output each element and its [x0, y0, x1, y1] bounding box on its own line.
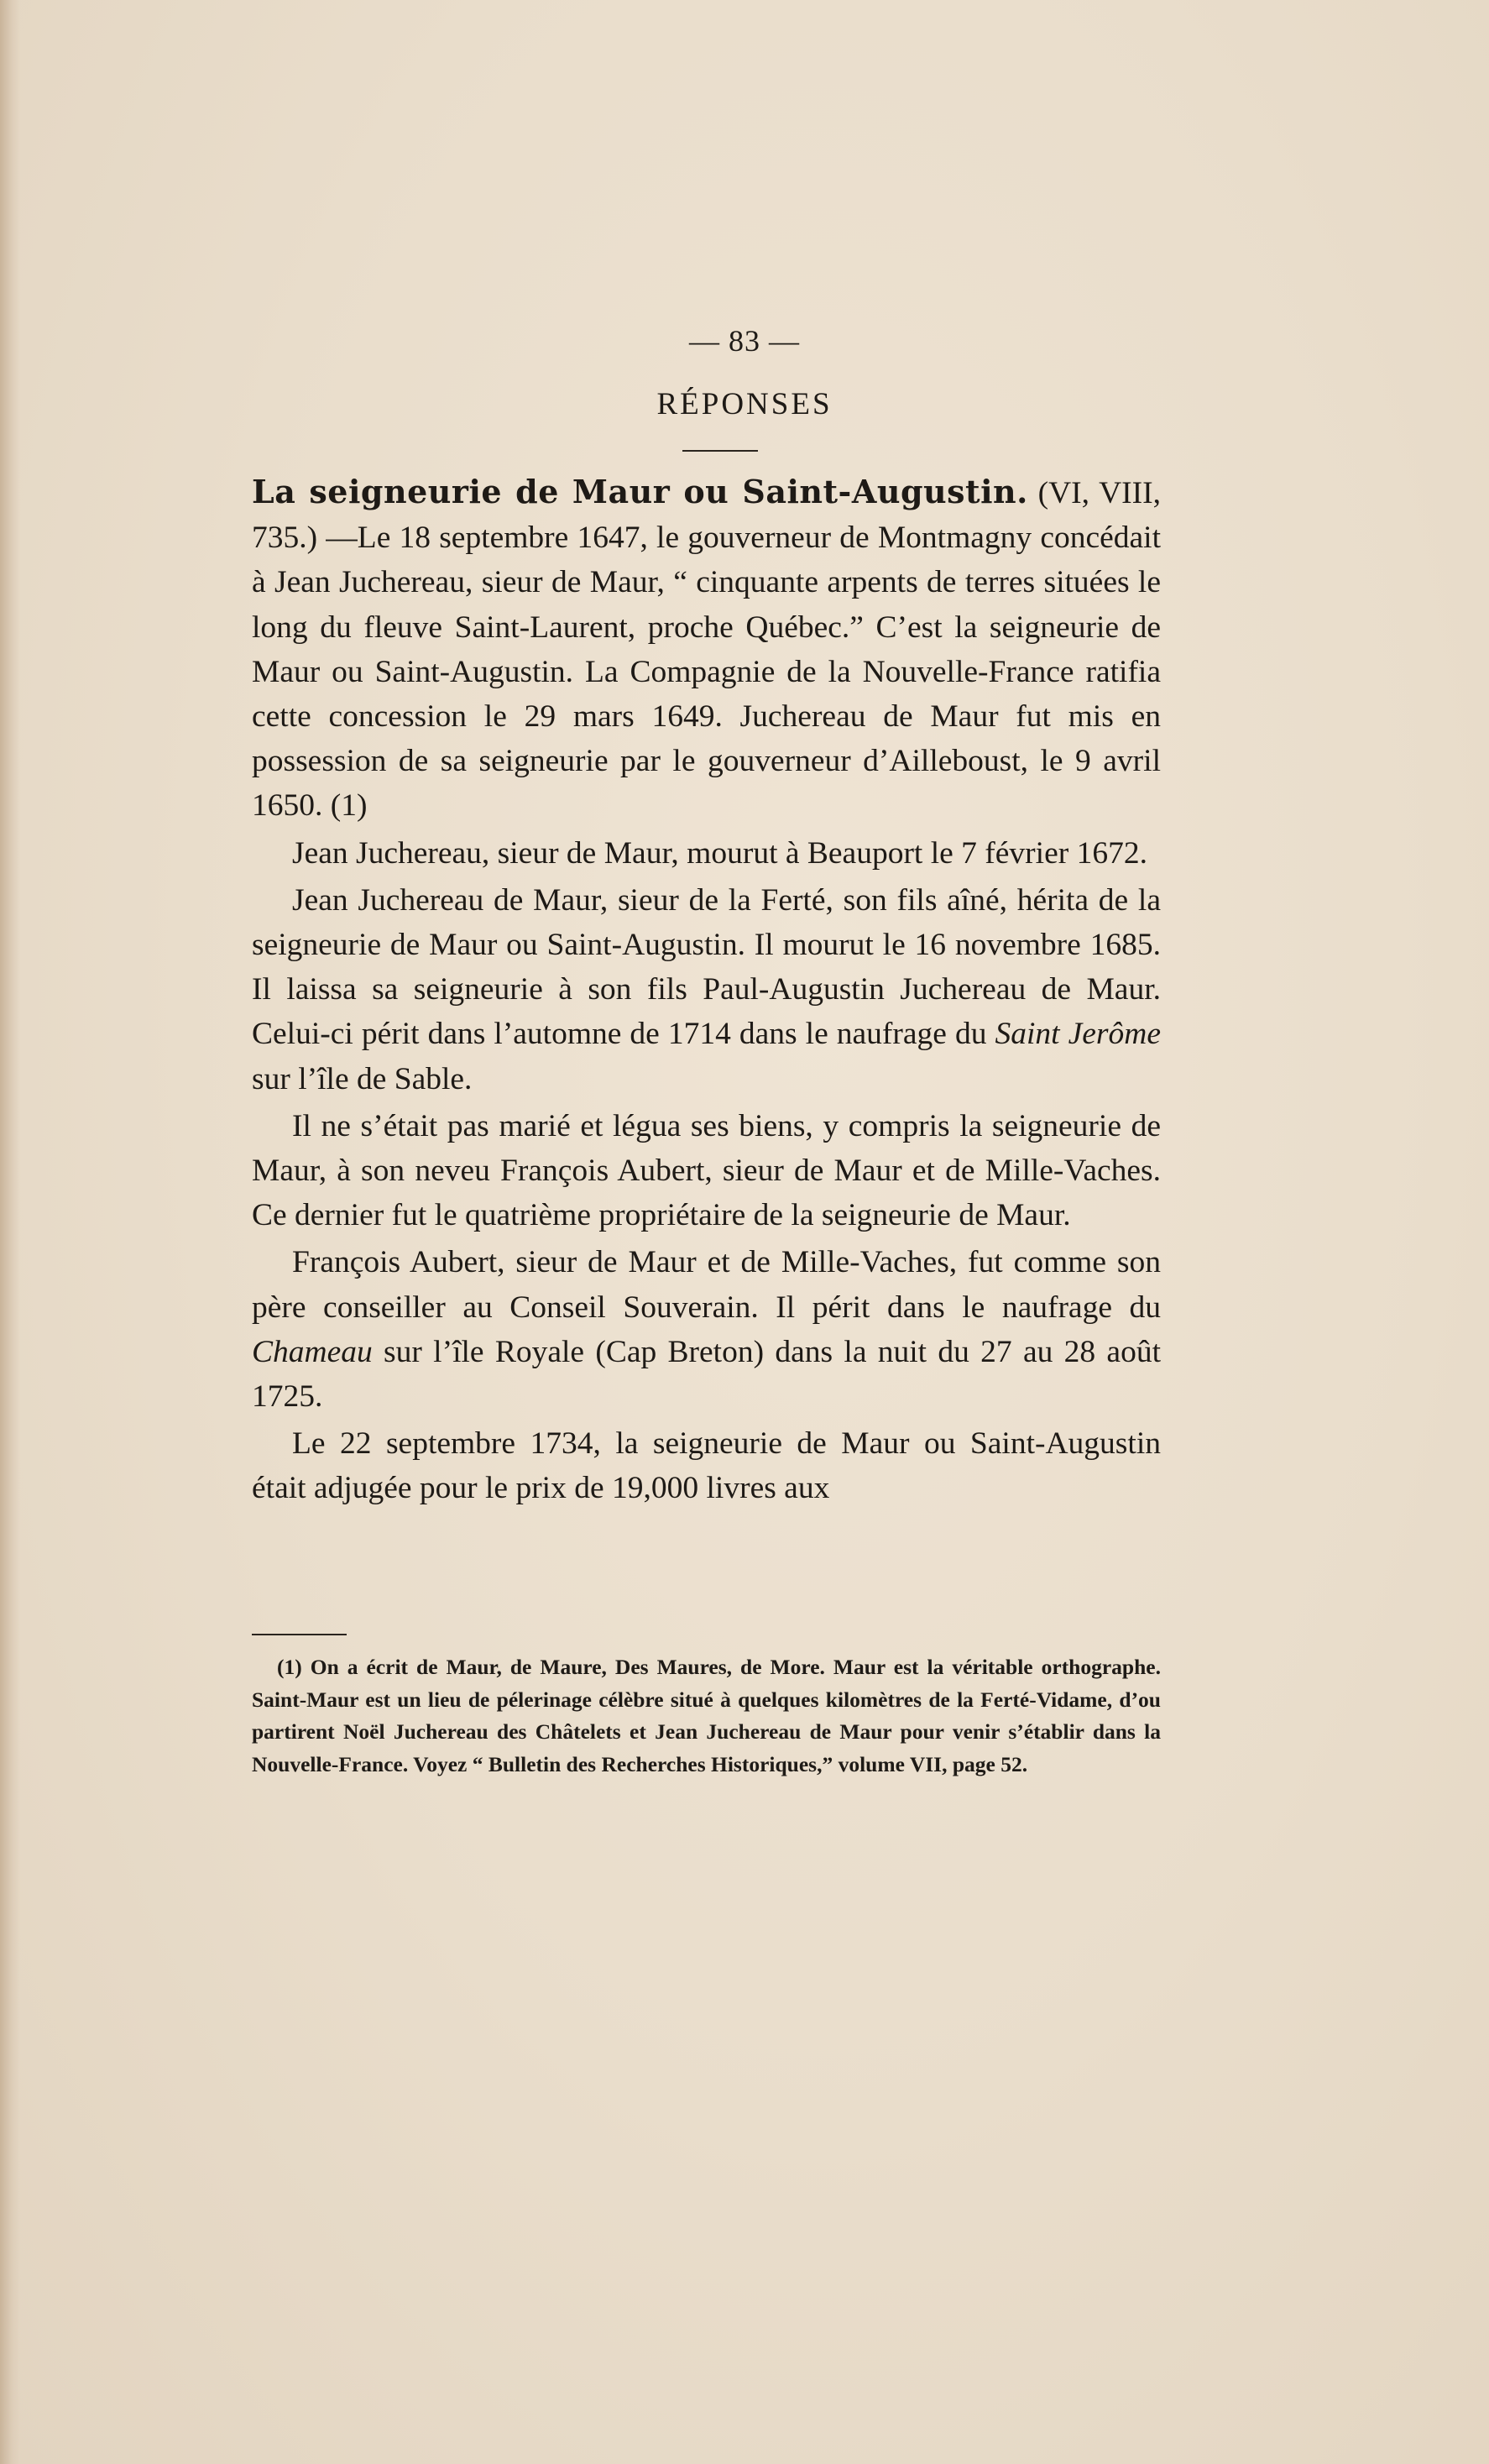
paragraph-5-text-b: sur l’île Royale (Cap Breton) dans la nuit du 27 au 28 août 1725. — [252, 1334, 1161, 1415]
footnote-block — [252, 1651, 1161, 1781]
section-title: RÉPONSES — [656, 387, 833, 421]
page-number: — 83 — — [689, 324, 800, 358]
paragraph-5-text-a: François Aubert, sieur de Maur et de Mille-Vaches, fut comme son père conseiller au Conseil Souverain. Il périt dans le naufrage du — [252, 1245, 1161, 1325]
paragraph-3-text-a: Jean Juchereau de Maur, sieur de la Ferté, son fils aîné, hérita de la seigneurie de Maur ou Saint-Augustin. Il mourut le 16 novembre 1685. Il laissa sa seigneurie à son fils Paul-Augustin Juchereau de Maur. Celui-ci périt dans l’automne de 1714 dans le naufrage du — [252, 882, 1161, 1052]
paragraph-6: Le 22 septembre 1734, la seigneurie de Maur ou Saint-Augustin était adjugée pour le prix de 19,000 livres aux — [252, 1426, 1161, 1506]
paragraph-3-text-b: sur l’île de Sable. — [252, 1061, 473, 1096]
title-divider — [682, 450, 758, 452]
paragraph-3 — [252, 878, 1161, 1101]
paragraph-1-text: (VI, VIII, 735.) —Le 18 septembre 1647, le gouverneur de Montmagny concédait à Jean Juchereau, sieur de Maur, “ cinquante arpents de terres situées le long du fleuve Saint-Laurent, proche Québec.” C’est la seigneurie de Maur ou Saint-Augustin. La Compagnie de la Nouvelle-France ratifia cette concession le 29 mars 1649. Juchereau de Maur fut mis en possession de sa seigneurie par le gouverneur d’Ailleboust, le 9 avril 1650. (1) — [252, 476, 1161, 824]
article-body — [252, 469, 1161, 1514]
footnote-divider — [252, 1634, 347, 1635]
page-gutter-shadow — [0, 0, 20, 2464]
ship-name-chameau: Chameau — [252, 1334, 373, 1369]
paragraph-1 — [252, 469, 1161, 829]
paragraph-5 — [252, 1240, 1161, 1419]
ship-name-saint-jerome: Saint Jerôme — [995, 1017, 1161, 1052]
paragraph-4: Il ne s’était pas marié et légua ses biens, y compris la seigneurie de Maur, à son neveu François Aubert, sieur de Maur et de Mille-Vaches. Ce dernier fut le quatrième propriétaire de la seigneurie de Maur. — [252, 1108, 1161, 1233]
paragraph-2: Jean Juchereau, sieur de Maur, mourut à Beauport le 7 février 1672. — [292, 835, 1147, 871]
article-heading: La seigneurie de Maur ou Saint-Augustin. — [252, 473, 1028, 510]
footnote-1: (1) On a écrit de Maur, de Maure, Des Maures, de More. Maur est la véritable orthographe. Saint-Maur est un lieu de pélerinage célèbre situé à quelques kilomètres de la Ferté-Vidame, d’ou partirent Noël Juchereau des Châtelets et Jean Juchereau de Maur pour venir s’établir dans la Nouvelle-France. Voyez “ Bulletin des Recherches Historiques,” volume VII, page 52. — [252, 1655, 1161, 1776]
